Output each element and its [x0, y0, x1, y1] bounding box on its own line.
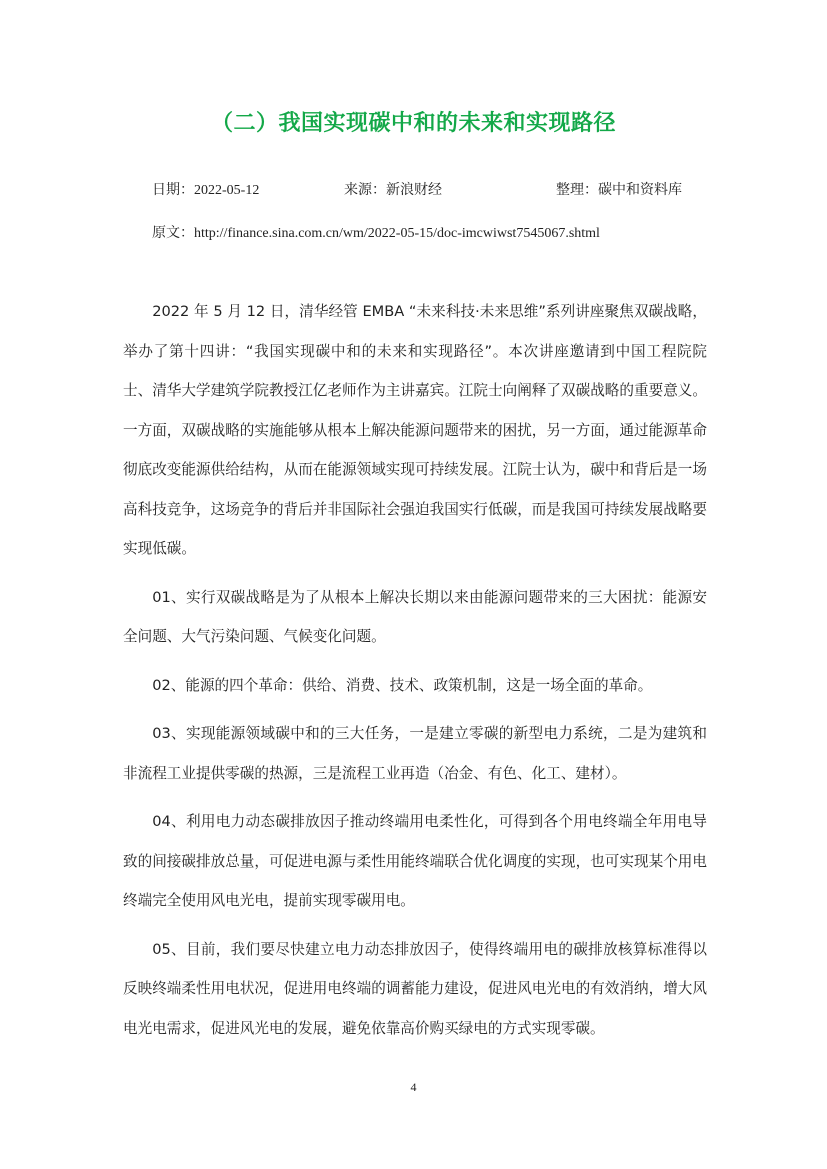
paragraph-point-03: 03、实现能源领域碳中和的三大任务，一是建立零碳的新型电力系统，二是为建筑和非流程工业提供零碳的热源，三是流程工业再造（冶金、有色、化工、建材）。	[123, 725, 707, 782]
source-label: 来源：	[344, 182, 386, 198]
date-value: 2022-05-12	[194, 183, 260, 198]
meta-source	[344, 179, 442, 199]
original-source-row	[152, 222, 600, 242]
paragraph-point-04: 04、利用电力动态碳排放因子推动终端用电柔性化，可得到各个用电终端全年用电导致的间接碳排放总量，可促进电源与柔性用能终端联合优化调度的实现，也可实现某个用电终端完全使用风电光电，提前实现零碳用电。	[123, 813, 707, 909]
paragraph-point-02: 02、能源的四个革命：供给、消费、技术、政策机制，这是一场全面的革命。	[152, 676, 653, 694]
meta-editor	[556, 179, 682, 199]
meta-row	[0, 179, 827, 199]
page-number: 4	[410, 1080, 417, 1094]
editor-value: 碳中和资料库	[598, 182, 682, 198]
paragraph-point-01: 01、实行双碳战略是为了从根本上解决长期以来由能源问题带来的三大困扰：能源安全问题、大气污染问题、气候变化问题。	[123, 588, 707, 645]
meta-date	[152, 179, 259, 199]
paragraph-intro: 2022 年 5 月 12 日，清华经管 EMBA “未来科技·未来思维”系列讲座聚焦双碳战略，举办了第十四讲：“我国实现碳中和的未来和实现路径”。本次讲座邀请到中国工程院院士、清华大学建筑学院教授江亿老师作为主讲嘉宾。江院士向阐释了双碳战略的重要意义。一方面，双碳战略的实施能够从根本上解决能源问题带来的困扰，另一方面，通过能源革命彻底改变能源供给结构，从而在能源领域实现可持续发展。江院士认为，碳中和背后是一场高科技竞争，这场竞争的背后并非国际社会强迫我国实行低碳，而是我国可持续发展战略要实现低碳。	[123, 303, 707, 557]
page-title: （二）我国实现碳中和的未来和实现路径	[210, 111, 616, 136]
paragraph-point-05: 05、目前，我们要尽快建立电力动态排放因子，使得终端用电的碳排放核算标准得以反映终端柔性用电状况，促进用电终端的调蓄能力建设，促进风电光电的有效消纳，增大风电光电需求，促进风光电的发展，避免依靠高价购买绿电的方式实现零碳。	[123, 940, 707, 1037]
source-value: 新浪财经	[386, 182, 442, 198]
editor-label: 整理：	[556, 182, 598, 198]
original-url-link[interactable]: http://finance.sina.com.cn/wm/2022-05-15/doc-imcwiwst7545067.shtml	[194, 226, 600, 241]
date-label: 日期：	[152, 182, 194, 198]
article-body	[123, 292, 707, 1057]
original-label: 原文：	[152, 225, 194, 241]
